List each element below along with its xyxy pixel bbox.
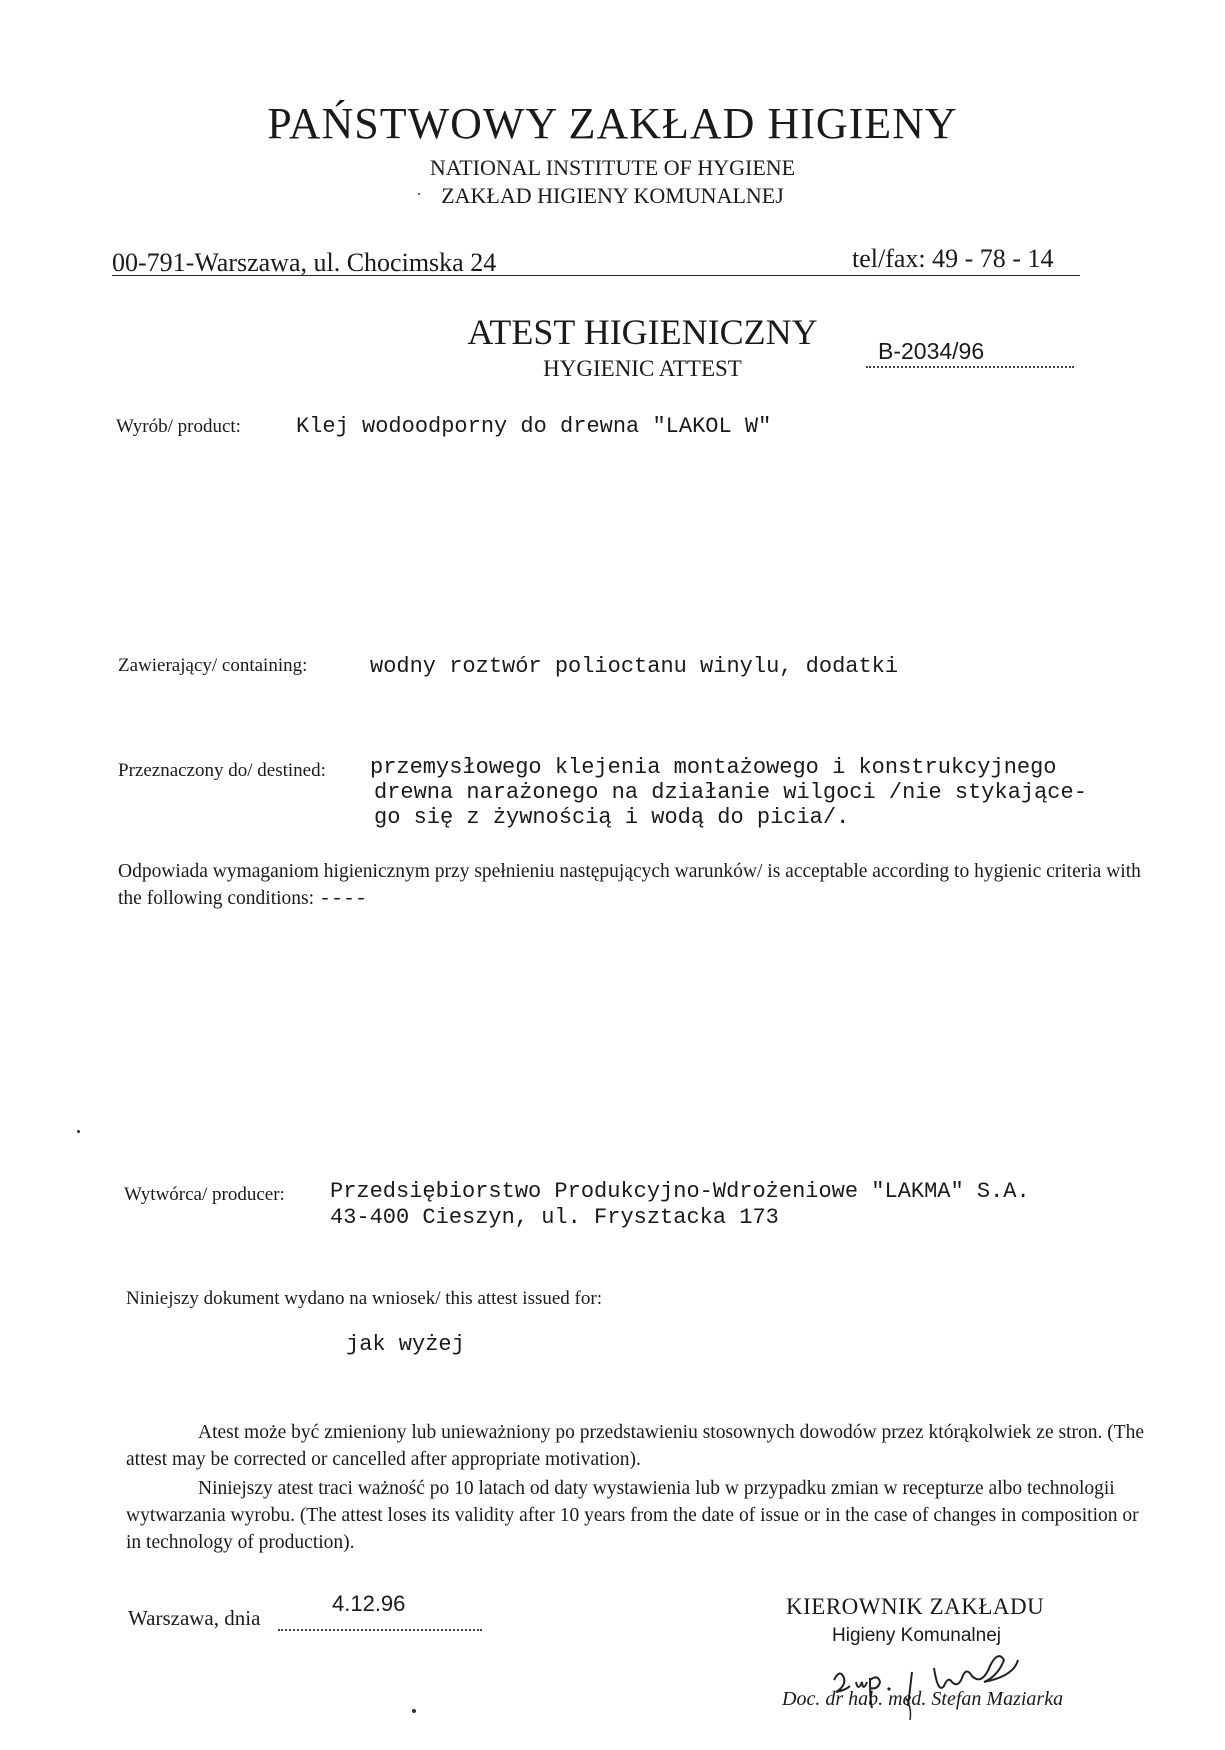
institute-telfax: tel/fax: 49 - 78 - 14 <box>852 244 1054 273</box>
destined-value-line: go się z żywnością i wodą do picia/. <box>374 805 850 830</box>
producer-label: Wytwórca/ producer: <box>124 1184 285 1205</box>
producer-address: 43-400 Cieszyn, ul. Frysztacka 173 <box>330 1205 779 1230</box>
document-subtitle: HYGIENIC ATTEST <box>543 356 742 381</box>
scan-speck <box>77 1130 80 1133</box>
department-name: ZAKŁAD HIGIENY KOMUNALNEJ <box>441 183 784 208</box>
product-value: Klej wodoodporny do drewna "LAKOL W" <box>296 414 772 439</box>
containing-value: wodny roztwór polioctanu winylu, dodatki <box>370 654 899 679</box>
conditions-value: ---- <box>318 888 367 911</box>
producer-name: Przedsiębiorstwo Produkcyjno-Wdrożeniowe "LAKMA" S.A. <box>330 1179 1030 1204</box>
conditions-statement <box>118 858 1158 913</box>
header-rule <box>112 275 1080 276</box>
document-title: ATEST HIGIENICZNY <box>467 312 818 352</box>
date-dotted-line <box>278 1629 482 1631</box>
conditions-text: Odpowiada wymaganiom higienicznym przy spełnieniu następujących warunków/ is acceptable according to hygienic criteria with the following conditions: <box>118 861 1141 909</box>
signatory-name: Doc. dr hab. med. Stefan Maziarka <box>782 1688 1064 1710</box>
validity-note-2-text: Niniejszy atest traci ważność po 10 latach od daty wystawienia lub w przypadku zmian w recepturze albo technologii wytwarzania wyrobu. (The attest loses its validity after 10 years from the date of issue or in the case of changes in composition or in technology of production). <box>126 1478 1139 1553</box>
scan-speck <box>418 193 420 195</box>
destined-label: Przeznaczony do/ destined: <box>118 760 326 781</box>
product-label: Wyrób/ product: <box>116 416 241 437</box>
issue-date: 4.12.96 <box>332 1591 406 1616</box>
attest-number-dotted-line <box>866 366 1074 368</box>
destined-value-line: przemysłowego klejenia montażowego i konstrukcyjnego <box>370 755 1057 780</box>
place-label: Warszawa, dnia <box>128 1606 261 1630</box>
stamp-title: KIEROWNIK ZAKŁADU <box>786 1594 1045 1619</box>
issued-for-label: Niniejszy dokument wydano na wniosek/ this attest issued for: <box>126 1288 602 1309</box>
destined-value-line: drewna narażonego na działanie wilgoci /nie stykające- <box>374 780 1087 805</box>
validity-note-1 <box>126 1419 1156 1473</box>
containing-label: Zawierający/ containing: <box>118 655 308 676</box>
stamp-department: Higieny Komunalnej <box>832 1625 1001 1646</box>
validity-note-2 <box>126 1475 1156 1556</box>
institute-name: PAŃSTWOWY ZAKŁAD HIGIENY <box>267 99 958 148</box>
scan-speck <box>412 1709 416 1713</box>
validity-note-1-text: Atest może być zmieniony lub unieważniony po przedstawieniu stosownych dowodów przez którąkolwiek ze stron. (The attest may be corrected or cancelled after appropriate motivation). <box>126 1422 1145 1470</box>
institute-name-english: NATIONAL INSTITUTE OF HYGIENE <box>429 155 796 180</box>
institute-address: 00-791-Warszawa, ul. Chocimska 24 <box>112 248 497 277</box>
issued-for-value: jak wyżej <box>346 1332 465 1357</box>
attest-number: B-2034/96 <box>878 338 985 364</box>
